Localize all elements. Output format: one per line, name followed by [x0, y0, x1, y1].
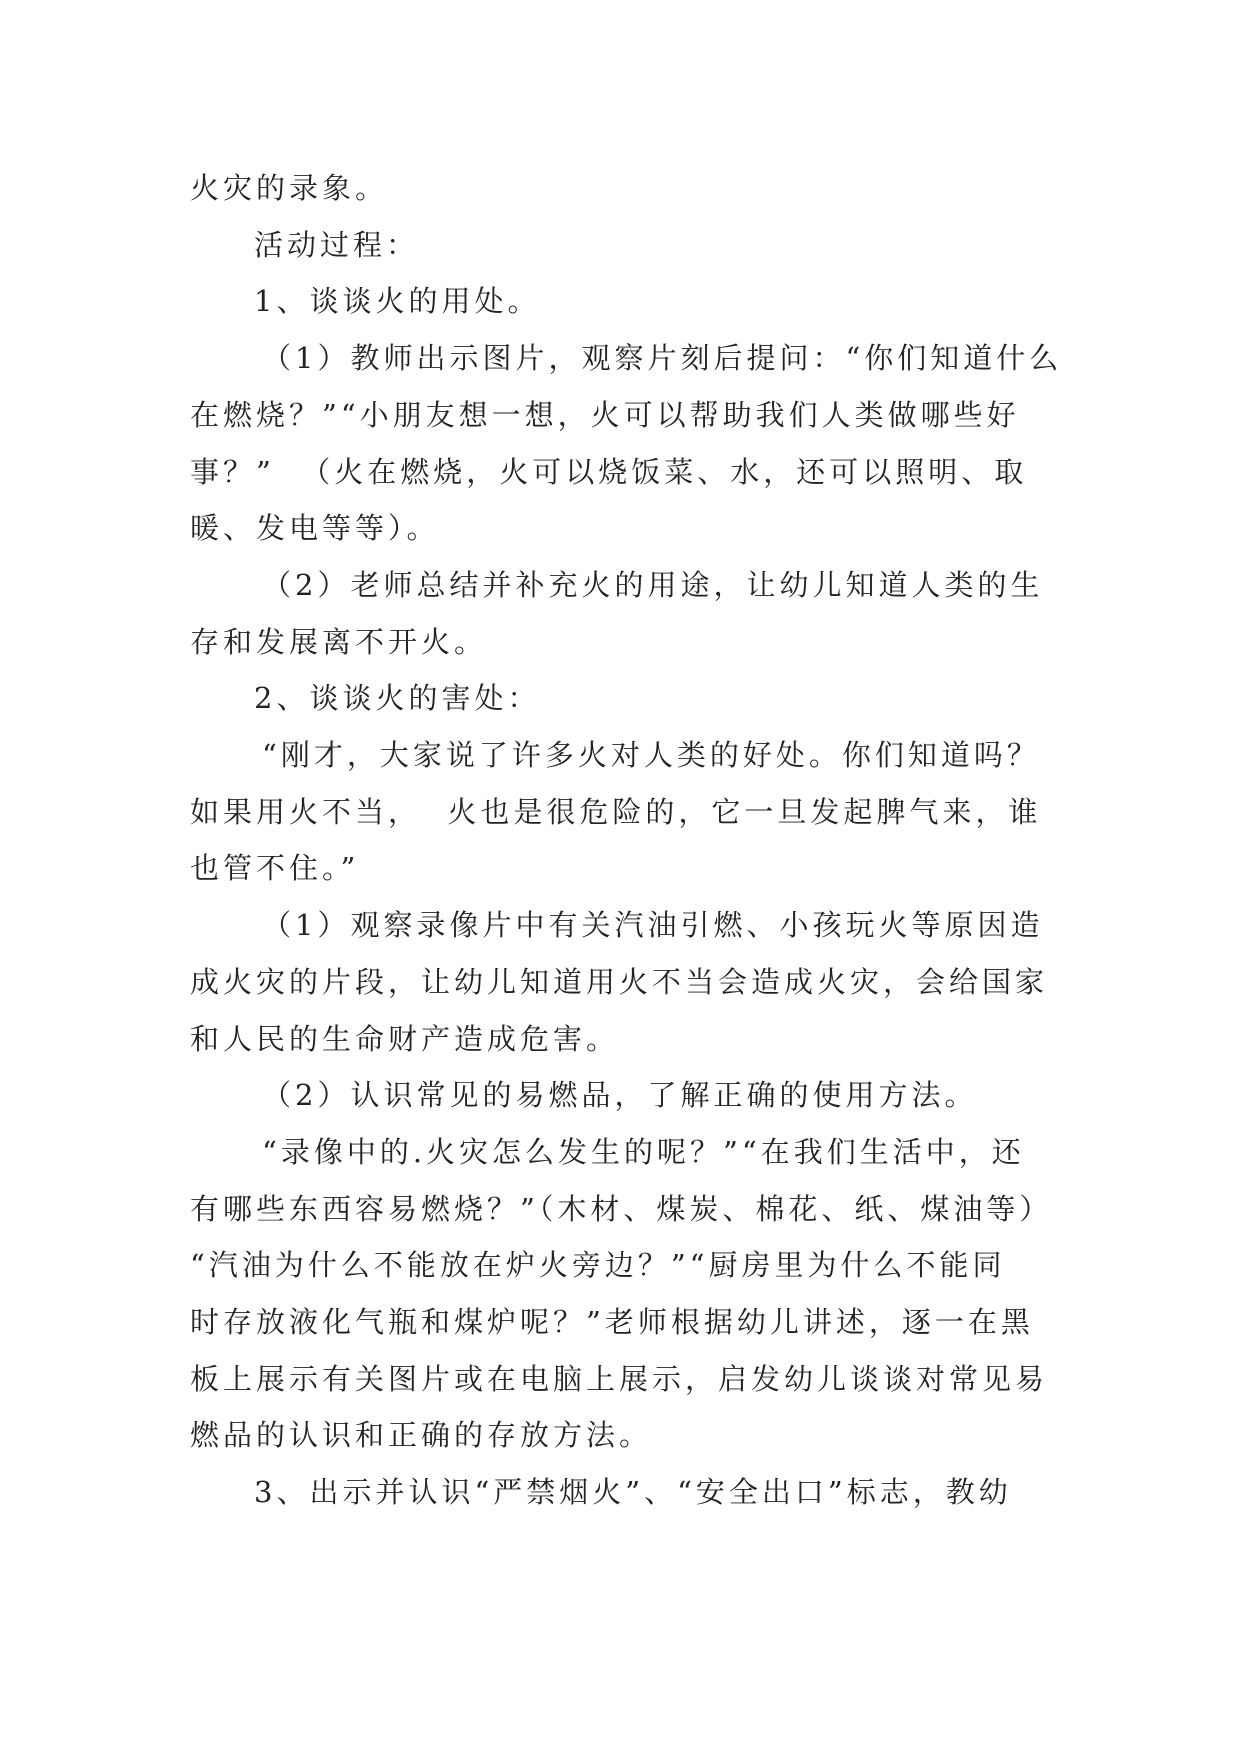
text-line-17: （2）认识常见的易燃品，了解正确的使用方法。 — [262, 1078, 978, 1113]
text-line-7: 暖、发电等等）。 — [190, 511, 440, 546]
text-line-11: “刚才，大家说了许多火对人类的好处。你们知道吗？ — [262, 738, 1040, 773]
document-body — [190, 160, 1063, 1521]
text-line-19: 有哪些东西容易燃烧？”（木材、煤炭、棉花、纸、煤油等） — [190, 1191, 1053, 1226]
text-line-4: （1）教师出示图片，观察片刻后提问：“你们知道什么 — [262, 341, 1063, 376]
text-line-16: 和人民的生命财产造成危害。 — [190, 1021, 620, 1056]
text-line-6: 事？” （火在燃烧，火可以烧饭菜、水，还可以照明、取 — [190, 454, 1028, 489]
text-line-3: 1、谈谈火的用处。 — [254, 284, 541, 319]
text-line-5: 在燃烧？”“小朋友想一想，火可以帮助我们人类做哪些好 — [190, 397, 1020, 432]
text-line-1: 火灾的录象。 — [190, 171, 389, 205]
text-line-15: 成火灾的片段，让幼儿知道用火不当会造成火灾，会给国家 — [190, 964, 1049, 999]
text-line-14: （1）观察录像片中有关汽油引燃、小孩玩火等原因造 — [262, 908, 1044, 943]
text-line-22: 板上展示有关图片或在电脑上展示，启发幼儿谈谈对常见易 — [190, 1361, 1049, 1396]
text-line-18: “录像中的.火灾怎么发生的呢？”“在我们生活中，还 — [262, 1134, 1025, 1169]
text-line-9: 存和发展离不开火。 — [190, 624, 488, 659]
text-line-10: 2、谈谈火的害处： — [254, 681, 541, 716]
text-line-2: 活动过程： — [254, 227, 420, 262]
text-line-24: 3、出示并认识“严禁烟火”、“安全出口”标志，教幼 — [254, 1475, 1012, 1510]
text-line-12: 如果用火不当， 火也是很危险的，它一旦发起脾气来，谁 — [190, 794, 1042, 829]
text-line-13: 也管不住。” — [190, 851, 360, 886]
text-line-20: “汽油为什么不能放在炉火旁边？”“厨房里为什么不能同 — [190, 1248, 1006, 1283]
text-line-23: 燃品的认识和正确的存放方法。 — [190, 1418, 653, 1453]
text-line-8: （2）老师总结并补充火的用途，让幼儿知道人类的生 — [262, 567, 1044, 602]
text-line-21: 时存放液化气瓶和煤炉呢？”老师根据幼儿讲述，逐一在黑 — [190, 1305, 1034, 1340]
